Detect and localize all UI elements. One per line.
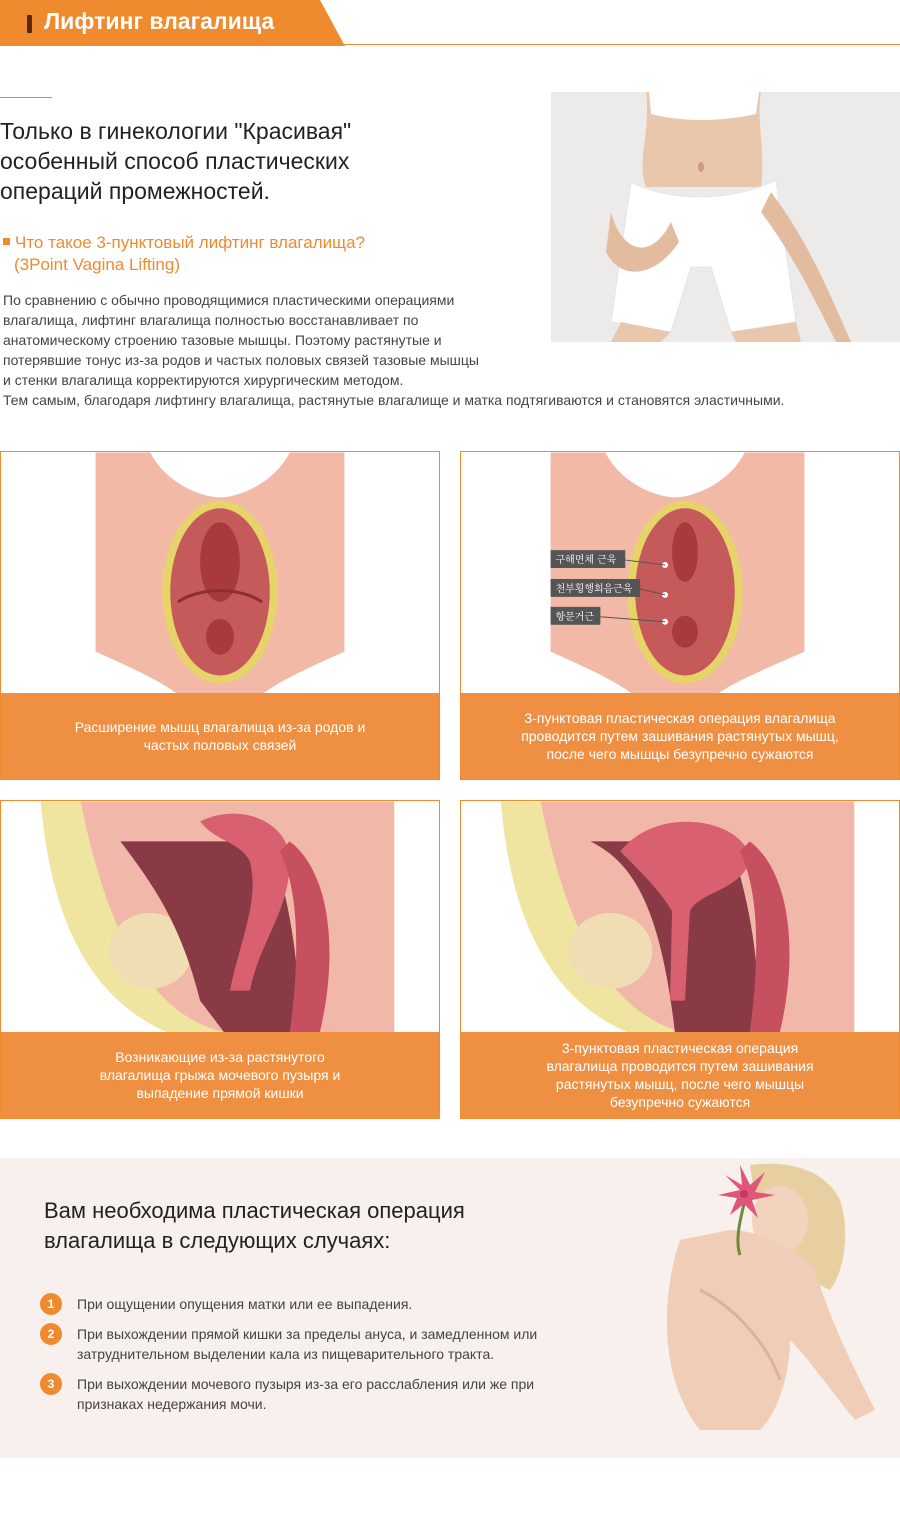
caption-line: выпадение прямой кишки: [136, 1085, 304, 1101]
card-caption: [1, 693, 439, 779]
caption-line: проводится путем зашивания растянутых мышц,: [521, 728, 839, 744]
cases-title: [44, 1196, 465, 1256]
case-text: [77, 1374, 617, 1414]
post-lifting-illustration: [461, 801, 899, 1034]
page-title: Лифтинг влагалища: [44, 8, 275, 34]
caption-line: Возникающие из-за растянутого: [115, 1049, 325, 1065]
illustration-card: [0, 451, 440, 780]
number-badge: 3: [40, 1373, 62, 1395]
header-divider: [330, 44, 900, 45]
caption-line: 3-пунктовая пластическая операция: [561, 1040, 799, 1056]
number-badge: 1: [40, 1293, 62, 1315]
square-bullet-icon: [3, 238, 10, 245]
caption-line: влагалища грыжа мочевого пузыря и: [99, 1067, 341, 1083]
subheading-line: Что такое 3-пунктовый лифтинг влагалища?: [15, 233, 366, 252]
prolapse-illustration: [1, 801, 439, 1034]
case-line: При ощущении опущения матки или ее выпадения.: [77, 1296, 413, 1312]
card-caption: [1, 1032, 439, 1118]
caption-line: после чего мышцы безупречно сужаются: [546, 746, 814, 762]
muscle-label: 항문거근: [555, 611, 594, 623]
headline-line: Только в гинекологии "Красивая": [0, 118, 352, 144]
intro-subheading: [3, 232, 365, 276]
paragraph-line: и стенки влагалища корректируются хирургическим методом.: [3, 372, 404, 388]
model-photo: [551, 92, 900, 342]
case-line: При выхождении мочевого пузыря из-за его расслабления или же при: [77, 1376, 535, 1392]
paragraph-line: По сравнению с обычно проводящимися пластическими операциями: [3, 292, 455, 308]
card-caption: [461, 1032, 899, 1118]
headline-line: операций промежностей.: [0, 178, 270, 204]
headline-line: особенный способ пластических: [0, 148, 350, 174]
paragraph-line: анатомическому строению тазовые мышцы. Поэтому растянутые и: [3, 332, 442, 348]
intro-headline: [0, 116, 460, 206]
caption-line: безупречно сужаются: [609, 1094, 751, 1110]
muscle-label: 천부횡행회음근육: [555, 583, 633, 595]
paragraph-line: влагалища, лифтинг влагалища полностью восстанавливает по: [3, 312, 419, 328]
illustration-card: [460, 451, 900, 780]
headline-rule: [0, 97, 52, 98]
pelvic-floor-lifting-illustration: [461, 452, 899, 695]
case-line: затруднительном выделении кала из пищеварительного тракта.: [77, 1346, 495, 1362]
paragraph-line: Тем самым, благодаря лифтингу влагалища, растянутые влагалище и матка подтягиваются и становятся эластичными.: [3, 392, 785, 408]
caption-line: 3-пунктовая пластическая операция влагалища: [524, 710, 836, 726]
caption-line: Расширение мышц влагалища из-за родов и: [74, 719, 366, 735]
muscle-label: 구해면체 근육: [555, 555, 617, 567]
paragraph-line: потерявшие тонус из-за родов и частых половых связей тазовые мышцы: [3, 352, 479, 368]
model-with-flower-photo: [640, 1160, 885, 1445]
pelvic-floor-illustration: [1, 452, 439, 695]
caption-line: частых половых связей: [143, 737, 297, 753]
card-caption: [461, 693, 899, 779]
case-line: При выхождении прямой кишки за пределы ануса, и замедленном или: [77, 1326, 538, 1342]
header-marker-icon: [27, 15, 32, 33]
case-line: признаках недержания мочи.: [77, 1396, 267, 1412]
cases-title-line: влагалища в следующих случаях:: [44, 1228, 391, 1253]
case-text: [77, 1294, 617, 1314]
case-text: [77, 1324, 617, 1364]
caption-line: растянутых мышц, после чего мышцы: [555, 1076, 805, 1092]
number-badge: 2: [40, 1323, 62, 1345]
cases-title-line: Вам необходима пластическая операция: [44, 1198, 465, 1223]
subheading-line: (3Point Vagina Lifting): [14, 255, 181, 274]
caption-line: влагалища проводится путем зашивания: [546, 1058, 814, 1074]
illustration-card: [0, 800, 440, 1119]
page-header: [0, 0, 900, 46]
illustration-card: [460, 800, 900, 1119]
